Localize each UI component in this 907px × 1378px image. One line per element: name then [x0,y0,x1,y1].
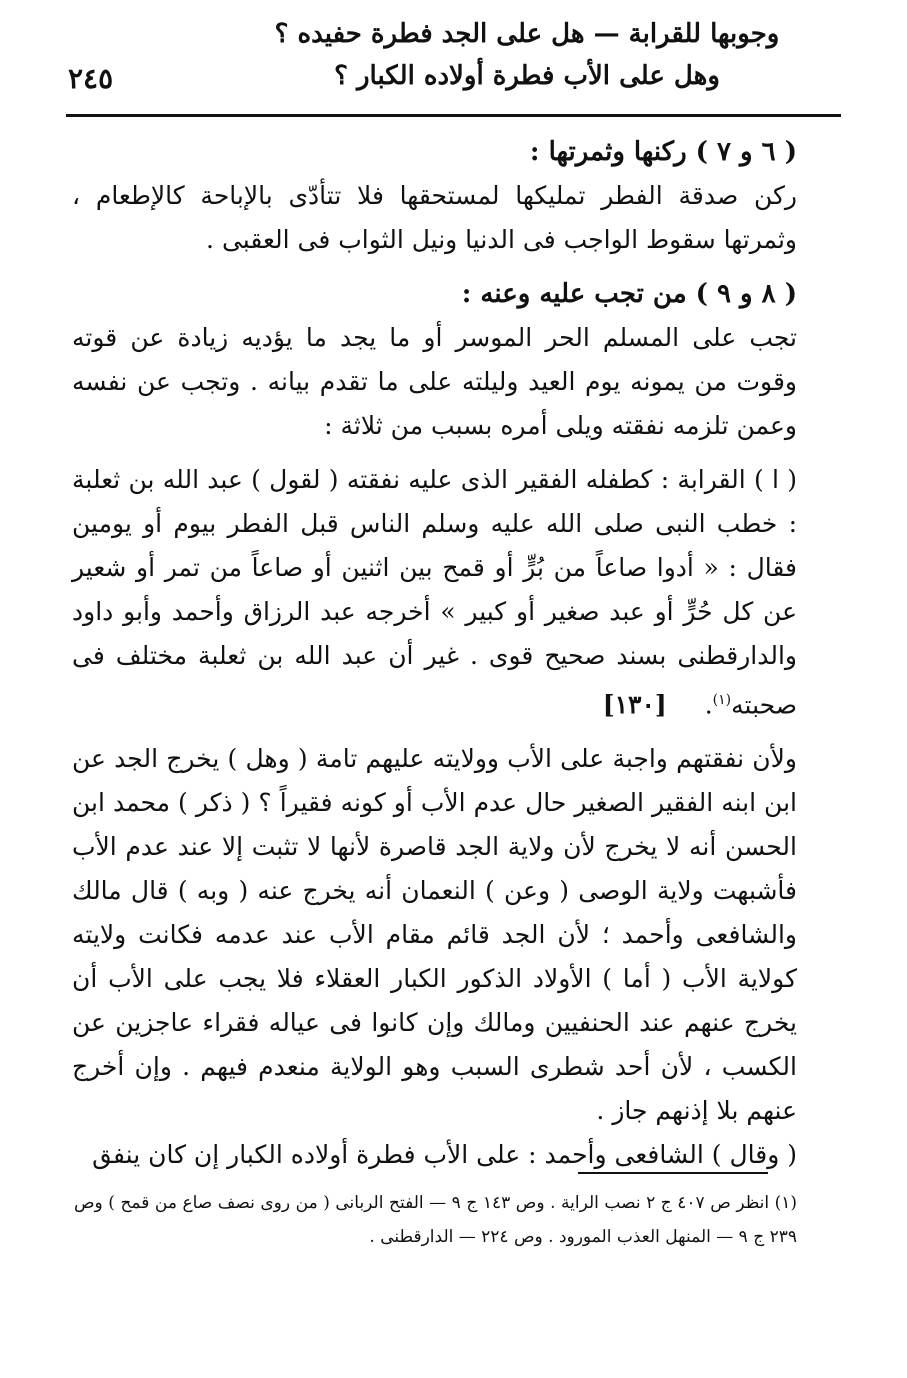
running-title-line-1: وجوبها للقرابة — هل على الجد فطرة حفيده ؟ [274,19,780,49]
paragraph-grandfather: ولأن نفقتهم واجبة على الأب وولايته عليهم تامة ( وهل ) يخرج الجد عن ابن ابنه الفقير الصغير حال عدم الأب أو كونه فقيراً ؟ ( ذكر ) محمد ابن الحسن أنه لا يخرج لأن ولاية الجد قاصرة لأنها لا تثبت إلا عند عدم الأب فأشبهت ولاية الوصى ( وعن ) النعمان أنه يخرج عنه ( وبه ) قال مالك والشافعى وأحمد ؛ لأن الجد قائم مقام الأب عند عدمه فكانت ولايته كولاية الأب ( أما ) الأولاد الذكور الكبار العقلاء فلا يجب على الأب أن يخرج عنهم عند الحنفيين ومالك وإن كانوا فى عياله فقراء عاجزين عن الكسب ، لأن أحد شطرى السبب وهو الولاية منعدم فيهم . وإن أخرج عنهم بلا إذنهم جاز . [72,744,797,1126]
hadith-reference-number: [١٣٠] [602,690,667,720]
paragraph-pillar-fruit: ركن صدقة الفطر تمليكها لمستحقها فلا تتأدّى بالإباحة كالإطعام ، وثمرتها سقوط الواجب فى الدنيا ونيل الثواب فى العقبى . [72,181,797,254]
footnotes [74,1186,797,1254]
paragraph-kinship-text: ( ا ) القرابة : كطفله الفقير الذى عليه نفقته ( لقول ) عبد الله بن ثعلبة : خطب النبى صلى الله عليه وسلم الناس قبل الفطر بيوم أو يومين فقال : « أدوا صاعاً من بُرٍّ أو قمح بين اثنين أو صاعاً من تمر أو شعير عن كل حُرٍّ أو عبد صغير أو كبير » أخرجه عبد الرزاق وأحمد وأبو داود والدارقطنى بسند صحيح قوى . غير أن عبد الله بن ثعلبة مختلف فى صحبته [72,465,797,720]
page-number: ٢٤٥ [68,62,114,95]
section-heading-who-obligated: ( ٨ و ٩ ) من تجب عليه وعنه : [461,279,797,309]
paragraph-shafii-ahmad: ( وقال ) الشافعى وأحمد : على الأب فطرة أولاده الكبار إن كان ينفق [92,1140,797,1170]
footnote-divider [578,1172,768,1174]
header-divider [66,114,841,117]
paragraph-kinship: ( ا ) القرابة : كطفله الفقير الذى عليه نفقته ( لقول ) عبد الله بن ثعلبة : خطب النبى صلى الله عليه وسلم الناس قبل الفطر بيوم أو يومين فقال : « أدوا صاعاً من بُرٍّ أو قمح بين اثنين أو صاعاً من تمر أو شعير عن كل حُرٍّ أو عبد صغير أو كبير » أخرجه عبد الرزاق وأحمد وأبو داود والدارقطنى بسند صحيح قوى . غير أن عبد الله بن ثعلبة مختلف فى صحبته$^{(١)}$. [١٣٠] [72,458,797,727]
paragraph-who-obligated: تجب على المسلم الحر الموسر أو ما يجد ما يؤديه زيادة عن قوته وقوت من يمونه يوم العيد وليلته على ما تقدم بيانه . وتجب عن نفسه وعمن تلزمه نفقته ويلى أمره بسبب من ثلاثة : [72,323,797,440]
running-title-line-2: وهل على الأب فطرة أولاده الكبار ؟ [334,61,720,91]
running-header [60,14,807,106]
section-heading-pillar-fruit: ( ٦ و ٧ ) ركنها وثمرتها : [529,137,797,167]
footnote-marker: (١) [712,692,732,708]
main-text [72,130,797,1177]
footnote-1: (١) انظر ص ٤٠٧ ج ٢ نصب الراية . وص ١٤٣ ج ٩ — الفتح الربانى ( من روى نصف صاع من قمح ) وص ٢٣٩ ج ٩ — المنهل العذب المورود . وص ٢٢٤ — الدارقطنى . [74,1193,798,1247]
